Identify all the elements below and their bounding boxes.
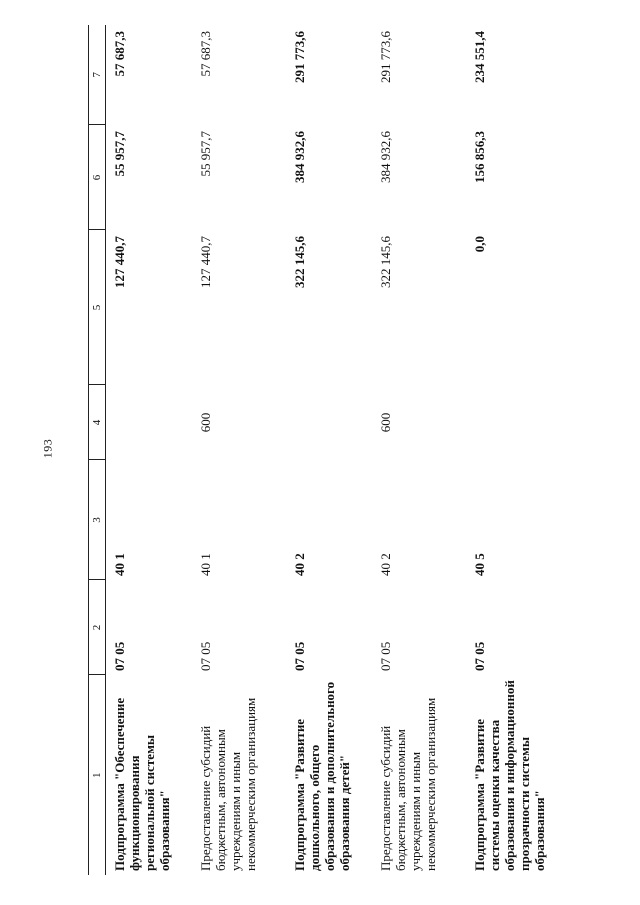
column-header: 6: [89, 125, 106, 230]
column-number-header-row: [89, 25, 106, 875]
amount-col7: 57 687,3: [112, 31, 127, 77]
amount-col6: 55 957,7: [112, 131, 127, 177]
target-code: 40 1: [197, 553, 213, 576]
table-row: [372, 25, 466, 875]
expense-type: 600: [377, 412, 393, 433]
page-number: 193: [40, 438, 55, 459]
row-name: Предоставление субсидий бюджетным, автономным учреждениям и иным некоммерческим организациям: [377, 697, 438, 871]
amount-col5: 0,0: [471, 236, 487, 253]
column-header: 5: [89, 230, 106, 385]
column-header: 2: [89, 580, 106, 675]
table-row: [192, 25, 286, 875]
amount-col7: 234 551,4: [471, 31, 487, 83]
amount-col6: 384 932,6: [377, 131, 393, 183]
rotated-table-wrapper: [88, 25, 547, 875]
expense-type: [466, 385, 548, 460]
amount-col6: 55 957,7: [197, 131, 213, 177]
amount-col5: 322 145,6: [291, 236, 307, 288]
amount-col6: 384 932,6: [291, 131, 307, 183]
section-code: 07 05: [291, 641, 307, 671]
table-row: [286, 25, 372, 875]
amount-col5: 127 440,7: [112, 236, 127, 288]
section-code: 07 05: [377, 641, 393, 671]
expense-type: [106, 385, 192, 460]
target-code: 40 1: [112, 553, 127, 576]
amount-col6: 156 856,3: [471, 131, 487, 183]
amount-col7: 291 773,6: [377, 31, 393, 83]
amount-col5: 322 145,6: [377, 236, 393, 288]
row-name: Предоставление субсидий бюджетным, автономным учреждениям и иным некоммерческим организациям: [197, 697, 258, 871]
section-code: 07 05: [112, 641, 127, 671]
row-name: Подпрограмма "Развитие системы оценки качества образования и информационной прозрачности системы образования": [471, 680, 547, 871]
expense-type: 600: [197, 412, 213, 433]
table-row: [466, 25, 548, 875]
budget-table: [88, 25, 548, 875]
column-header: 3: [89, 460, 106, 580]
target-code: 40 2: [377, 553, 393, 576]
target-code: 40 5: [471, 553, 487, 576]
target-code: 40 2: [291, 553, 307, 576]
expense-type: [286, 385, 372, 460]
row-name: Подпрограмма "Развитие дошкольного, общего образования и дополнительного образования детей": [291, 681, 352, 871]
amount-col7: 57 687,3: [197, 31, 213, 77]
section-code: 07 05: [471, 641, 487, 671]
column-header: 4: [89, 385, 106, 460]
section-code: 07 05: [197, 641, 213, 671]
column-header: 7: [89, 25, 106, 125]
column-header: 1: [89, 675, 106, 875]
table-row: [106, 25, 192, 875]
amount-col5: 127 440,7: [197, 236, 213, 288]
row-name: Подпрограмма "Обеспечение функционирования региональной системы образования": [112, 697, 172, 871]
amount-col7: 291 773,6: [291, 31, 307, 83]
